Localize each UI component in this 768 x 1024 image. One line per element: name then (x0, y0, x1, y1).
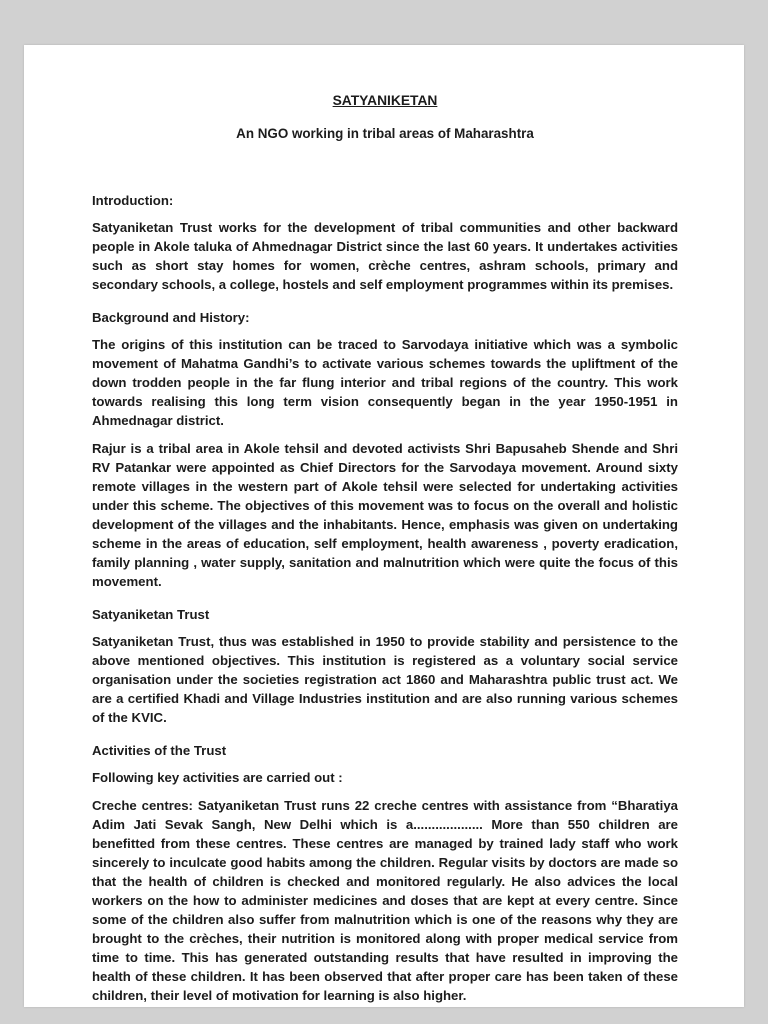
document-page (24, 45, 744, 1007)
paragraph-creche-lead: Creche centres: (92, 798, 193, 813)
heading-activities-of-the-trust: Activities of the Trust (92, 743, 227, 758)
paragraph-activities-intro: Following key activities are carried out : (92, 770, 343, 785)
doc-subtitle: An NGO working in tribal areas of Maharashtra (236, 126, 534, 141)
document-content (24, 45, 744, 1005)
doc-title: SATYANIKETAN (332, 93, 438, 108)
paragraph-creche-centres (92, 796, 678, 1005)
heading-background-and-history: Background and History: (92, 310, 250, 325)
paragraph-background-1: The origins of this institution can be traced to Sarvodaya initiative which was a symbolic movement of Mahatma Gandhi’s to activate various schemes towards the upliftment of the down trodden people in the far flung interior and tribal regions of the country. This work towards realising this long term vision consequently began in the year 1950-1951 in Ahmednagar district. (92, 337, 678, 428)
heading-introduction: Introduction: (92, 193, 174, 208)
paragraph-introduction: Satyaniketan Trust works for the development of tribal communities and other backward people in Akole taluka of Ahmednagar District since the last 60 years. It undertakes activities such as short stay homes for women, crèche centres, ashram schools, primary and secondary schools, a college, hostels and self employment programmes within its premises. (92, 220, 678, 292)
paragraph-background-2: Rajur is a tribal area in Akole tehsil and devoted activists Shri Bapusaheb Shende and Shri RV Patankar were appointed as Chief Directors for the Sarvodaya movement. Around sixty remote villages in the western part of Akole tehsil were selected for undertaking activities under this scheme. The objectives of this movement was to focus on the overall and holistic development of the villages and the inhabitants. Hence, emphasis was given on undertaking scheme in the areas of education, self employment, health awareness , poverty eradication, family planning , water supply, sanitation and malnutrition which were quite the focus of this movement. (92, 441, 678, 589)
paragraph-satyaniketan-trust: Satyaniketan Trust, thus was established in 1950 to provide stability and persistence to the above mentioned objectives. This institution is registered as a voluntary social service organisation under the societies registration act 1860 and Maharashtra public trust act. We are a certified Khadi and Village Industries institution and are also running various schemes of the KVIC. (92, 634, 678, 725)
heading-satyaniketan-trust: Satyaniketan Trust (92, 607, 210, 622)
paragraph-creche-text: Satyaniketan Trust runs 22 creche centres with assistance from “Bharatiya Adim Jati Sevak Sangh, New Delhi which is a................... More than 550 children are benefitted from these centres. These centres are managed by trained lady staff who work sincerely to inculcate good habits among the children. Regular visits by doctors are made so that the health of children is checked and monitored regularly. He also advices the local workers on the how to administer medicines and doses that are kept at every centre. Since some of the children also suffer from malnutrition which is one of the reasons why they are brought to the crèches, their nutrition is monitored along with proper medical service from time to time. This has generated outstanding results that have resulted in improving the health of these children. It has been observed that after proper care has been taken of these children, their level of motivation for learning is also higher. (92, 798, 678, 1003)
